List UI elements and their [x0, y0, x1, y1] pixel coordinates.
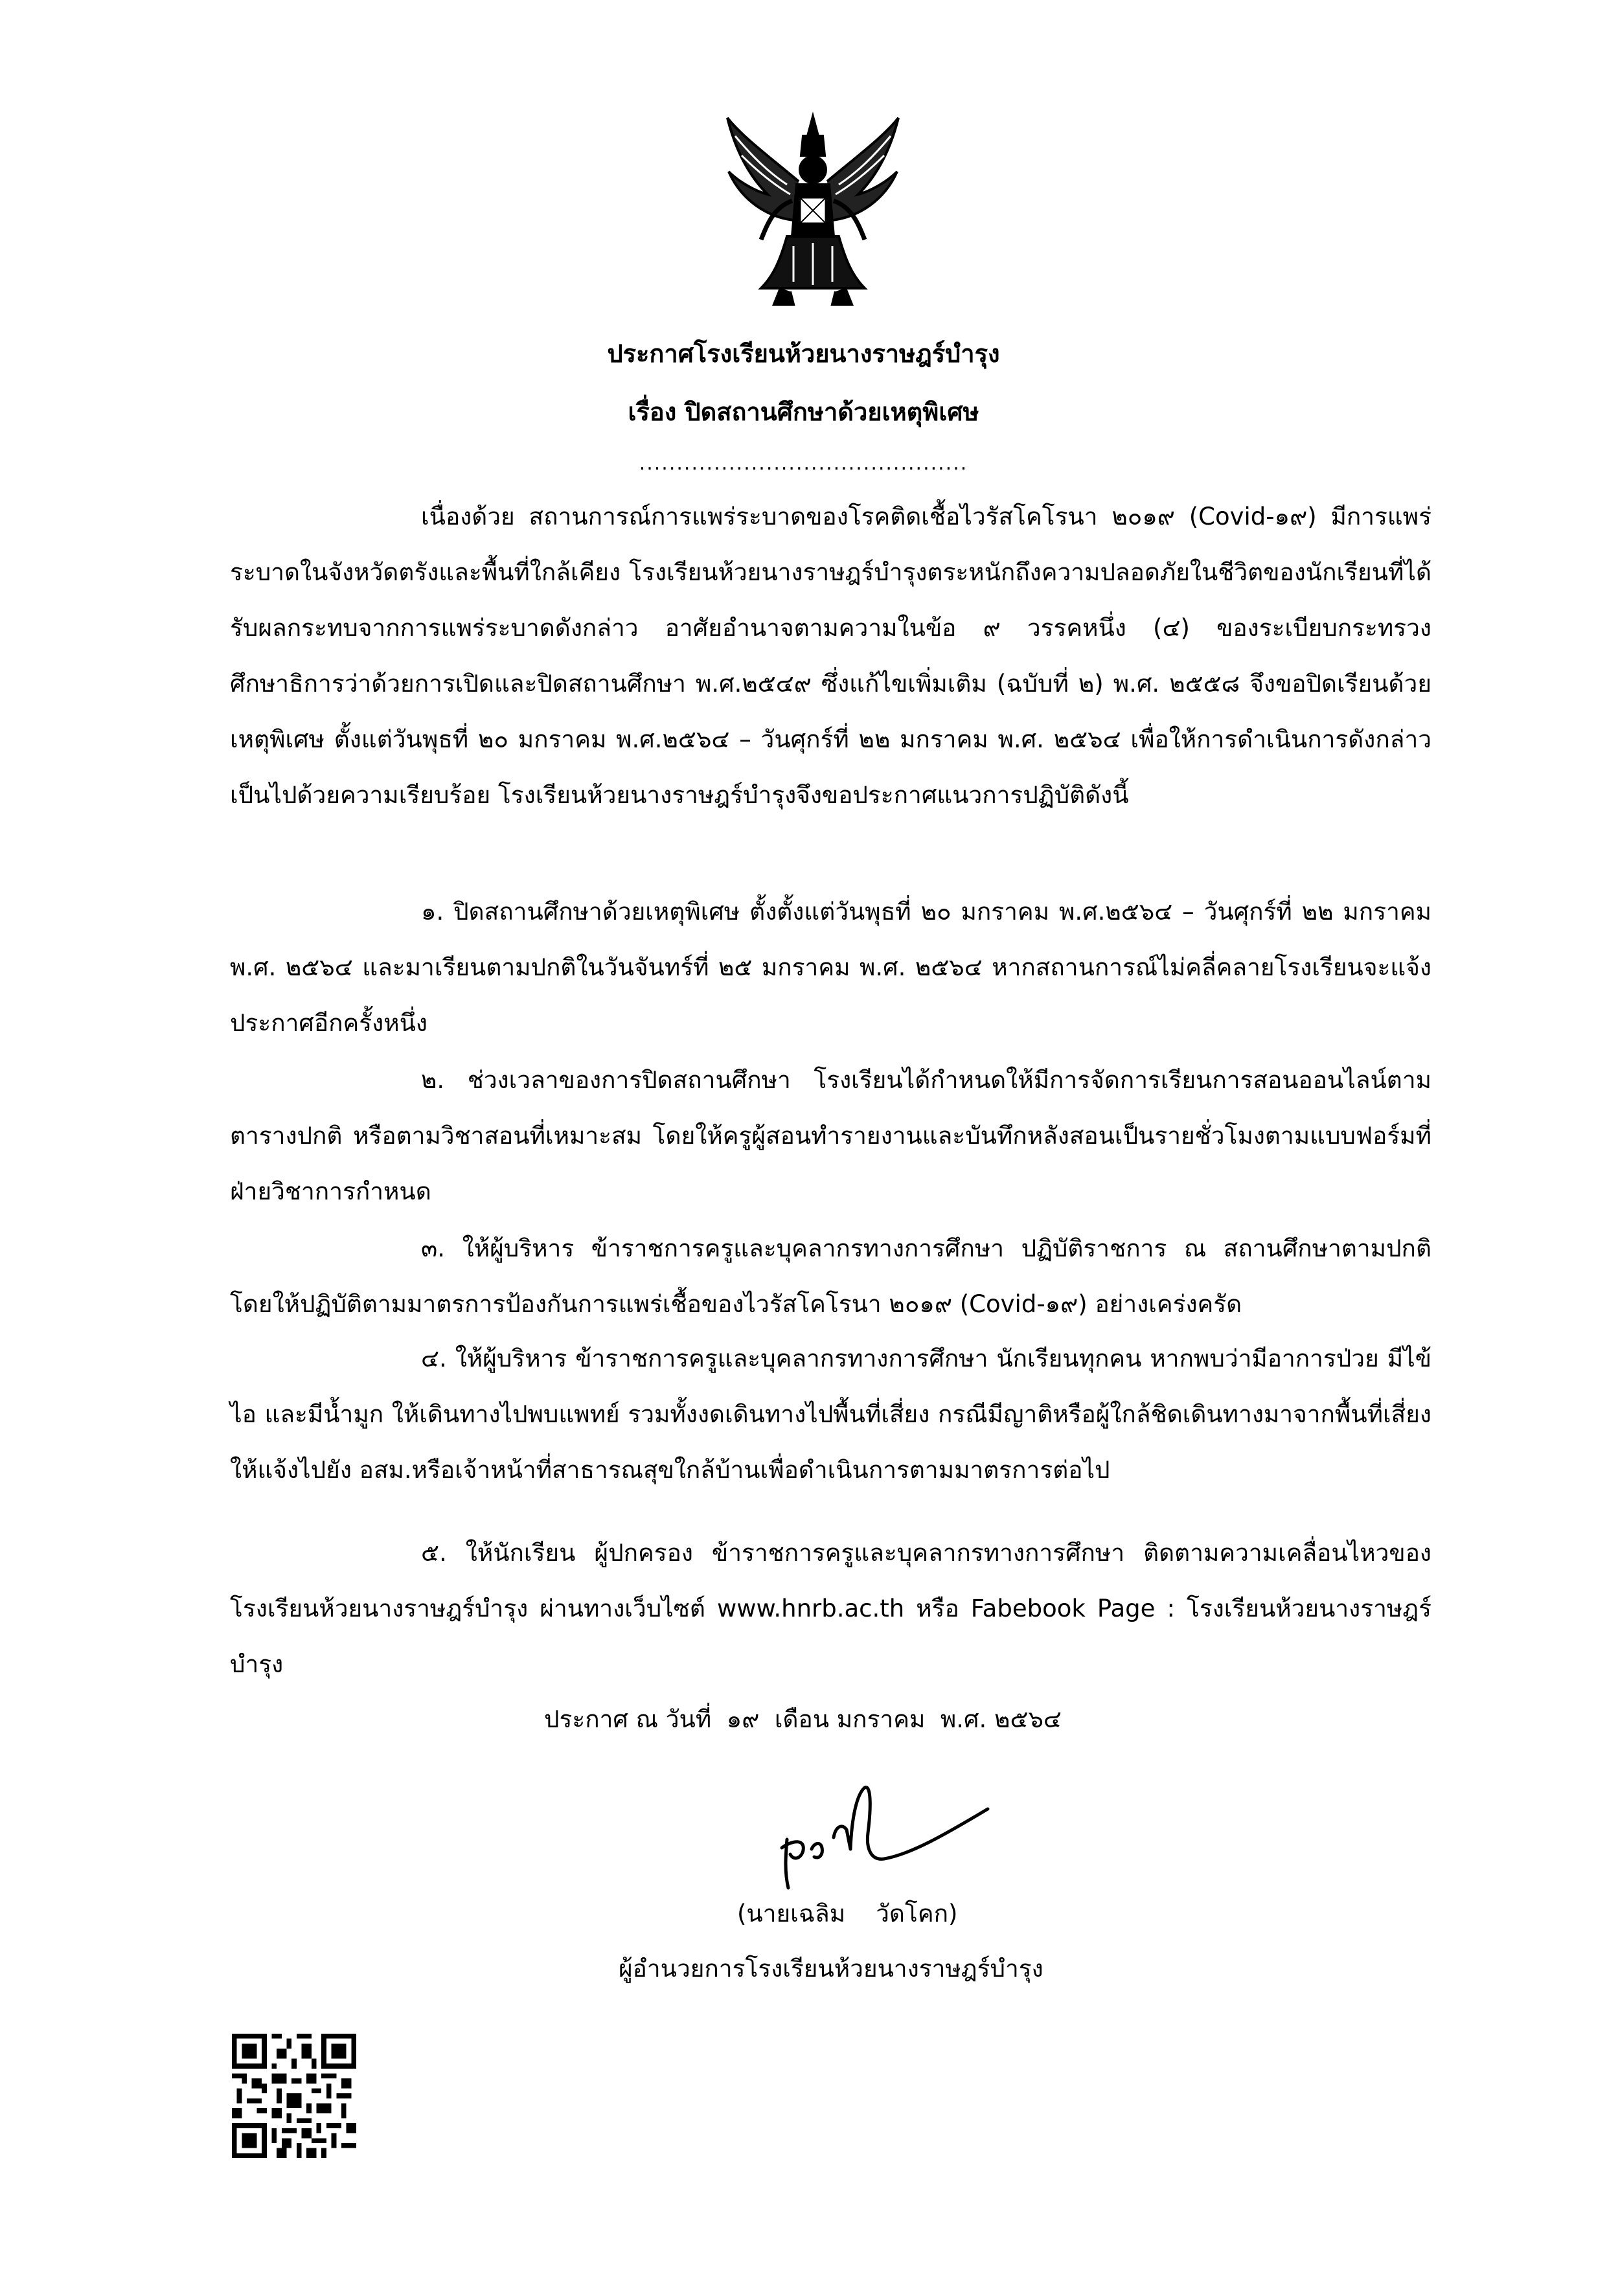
handwritten-signature: [774, 1778, 994, 1891]
item-5: [230, 1525, 1431, 1692]
item-1: [230, 884, 1431, 1051]
announcement-body: [230, 489, 1431, 823]
announcement-subject: เรื่อง ปิดสถานศึกษาด้วยเหตุพิเศษ: [628, 398, 979, 426]
signer-position: ผู้อำนวยการโรงเรียนห้วยนางราษฎร์บำรุง: [619, 1955, 1043, 1983]
title-separator: ............................................: [639, 452, 968, 475]
item-paragraph-5: ๕. ให้นักเรียน ผู้ปกครอง ข้าราชการครูและบุคลากรทางการศึกษา ติดตามความเคลื่อนไหวของโรงเรียนห้วยนางราษฎร์บำรุง ผ่านทางเว็บไซต์ www.hnrb.ac.th หรือ Fabebook Page : โรงเรียนห้วยนางราษฎร์บำรุง: [230, 1539, 1431, 1678]
item-paragraph-2: ๒. ช่วงเวลาของการปิดสถานศึกษา โรงเรียนได้กำหนดให้มีการจัดการเรียนการสอนออนไลน์ตามตารางปกติ หรือตามวิชาสอนที่เหมาะสม โดยให้ครูผู้สอนทำรายงานและบันทึกหลังสอนเป็นรายชั่วโมงตามแบบฟอร์มที่ฝ่ายวิชาการกำหนด: [230, 1066, 1431, 1205]
qr-code-icon: [232, 2034, 356, 2158]
intro-paragraph: เนื่องด้วย สถานการณ์การแพร่ระบาดของโรคติดเชื้อไวรัสโคโรนา ๒๐๑๙ (Covid-๑๙) มีการแพร่ระบาดในจังหวัดตรังและพื้นที่ใกล้เคียง โรงเรียนห้วยนางราษฎร์บำรุงตระหนักถึงความปลอดภัยในชีวิตของนักเรียนที่ได้รับผลกระทบจากการแพร่ระบาดดังกล่าว อาศัยอำนาจตามความในข้อ ๙ วรรคหนึ่ง (๔) ของระเบียบกระทรวงศึกษาธิการว่าด้วยการเปิดและปิดสถานศึกษา พ.ศ.๒๕๔๙ ซึ่งแก้ไขเพิ่มเติม (ฉบับที่ ๒) พ.ศ. ๒๕๕๘ จึงขอปิดเรียนด้วยเหตุพิเศษ ตั้งแต่วันพุธที่ ๒๐ มกราคม พ.ศ.๒๕๖๔ – วันศุกร์ที่ ๒๒ มกราคม พ.ศ. ๒๕๖๔ เพื่อให้การดำเนินการดังกล่าวเป็นไปด้วยความเรียบร้อย โรงเรียนห้วยนางราษฎร์บำรุงจึงขอประกาศแนวการปฏิบัติดังนี้: [230, 503, 1431, 809]
item-3: [230, 1221, 1431, 1332]
item-paragraph-4: ๔. ให้ผู้บริหาร ข้าราชการครูและบุคลากรทางการศึกษา นักเรียนทุกคน หากพบว่ามีอาการป่วย มีไข้ ไอ และมีน้ำมูก ให้เดินทางไปพบแพทย์ รวมทั้งงดเดินทางไปพื้นที่เสี่ยง กรณีมีญาติหรือผู้ใกล้ชิดเดินทางมาจากพื้นที่เสี่ยงให้แจ้งไปยัง อสม.หรือเจ้าหน้าที่สาธารณสุขใกล้บ้านเพื่อดำเนินการตามมาตรการต่อไป: [230, 1345, 1431, 1484]
item-paragraph-1: ๑. ปิดสถานศึกษาด้วยเหตุพิเศษ ตั้งตั้งแต่วันพุธที่ ๒๐ มกราคม พ.ศ.๒๕๖๔ – วันศุกร์ที่ ๒๒ มกราคม พ.ศ. ๒๕๖๔ และมาเรียนตามปกติในวันจันทร์ที่ ๒๕ มกราคม พ.ศ. ๒๕๖๔ หากสถานการณ์ไม่คลี่คลายโรงเรียนจะแจ้งประกาศอีกครั้งหนึ่ง: [230, 898, 1431, 1037]
garuda-emblem-icon: [722, 110, 904, 311]
item-4: [230, 1331, 1431, 1498]
announcement-title: ประกาศโรงเรียนห้วยนางราษฎร์บำรุง: [607, 339, 1000, 368]
signer-name: (นายเฉลิม วัดโคก): [737, 1900, 958, 1927]
item-2: [230, 1052, 1431, 1220]
announcement-date: ประกาศ ณ วันที่ ๑๙ เดือน มกราคม พ.ศ. ๒๕๖๔: [544, 1705, 1062, 1733]
item-paragraph-3: ๓. ให้ผู้บริหาร ข้าราชการครูและบุคลากรทางการศึกษา ปฏิบัติราชการ ณ สถานศึกษาตามปกติ โดยให้ปฏิบัติตามมาตรการป้องกันการแพร่เชื้อของไวรัสโคโรนา ๒๐๑๙ (Covid-๑๙) อย่างเคร่งครัด: [230, 1234, 1431, 1318]
